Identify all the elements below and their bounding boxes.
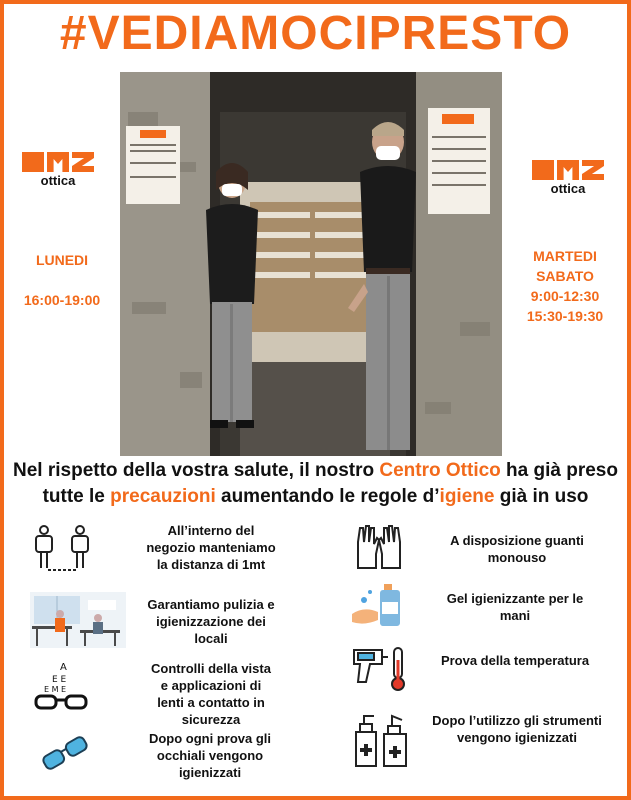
eye-chart-icon <box>30 660 94 714</box>
brand-logo-left <box>18 152 98 188</box>
precaution-item: Controlli della vista e applicazioni di lenti a contatto in sicurezza <box>151 661 271 727</box>
storefront-photo <box>120 72 502 456</box>
precaution-item: Garantiamo pulizia e igienizzazione dei locali <box>147 597 275 646</box>
schedule-left <box>14 250 110 310</box>
distance-icon <box>30 524 94 576</box>
svg-text:E E: E E <box>52 675 67 685</box>
spray-bottles-icon <box>350 712 410 772</box>
precaution-item: Dopo l’utilizzo gli strumenti vengono igienizzati <box>432 713 602 745</box>
schedule-day: MARTEDI <box>533 248 597 264</box>
intro-part: Nel rispetto della vostra salute, il nostro <box>13 460 380 481</box>
svg-text:A: A <box>60 662 67 673</box>
schedule-hours: 16:00-19:00 <box>23 292 101 308</box>
schedule-day: LUNEDI <box>35 252 89 268</box>
headline: #VEDIAMOCIPRESTO <box>59 7 572 60</box>
logo-mark-icon <box>18 152 98 172</box>
hand-sanitizer-icon <box>350 580 410 634</box>
svg-text:E M E: E M E <box>44 685 67 694</box>
intro-part: già in uso <box>494 486 589 507</box>
intro-highlight: igiene <box>439 486 495 507</box>
schedule-hours: 9:00-12:30 <box>530 288 600 304</box>
intro-highlight: Centro Ottico <box>379 460 501 481</box>
precaution-item: Gel igienizzante per le mani <box>446 591 584 623</box>
intro-part: aumentando le regole d’ <box>215 486 440 507</box>
gloves-icon <box>354 522 404 576</box>
glasses-icon <box>40 728 90 782</box>
brand-logo-right <box>528 160 608 196</box>
precaution-item: A disposizione guanti monouso <box>450 533 584 565</box>
logo-mark-icon <box>528 160 608 180</box>
office-cleaning-icon <box>30 592 126 652</box>
precaution-item: Dopo ogni prova gli occhiali vengono igienizzati <box>148 731 272 780</box>
schedule-right <box>510 246 620 326</box>
thermometer-icon <box>352 642 408 698</box>
precaution-item: All’interno del negozio manteniamo la distanza di 1mt <box>146 523 276 572</box>
intro-part: ha già preso tutte le <box>42 460 618 507</box>
schedule-day: SABATO <box>536 268 594 284</box>
logo-word: ottica <box>550 181 586 196</box>
intro-text <box>10 458 621 510</box>
schedule-hours: 15:30-19:30 <box>526 308 604 324</box>
logo-word: ottica <box>40 173 76 188</box>
precaution-item: Prova della temperatura <box>440 653 590 668</box>
intro-highlight: precauzioni <box>110 486 216 507</box>
